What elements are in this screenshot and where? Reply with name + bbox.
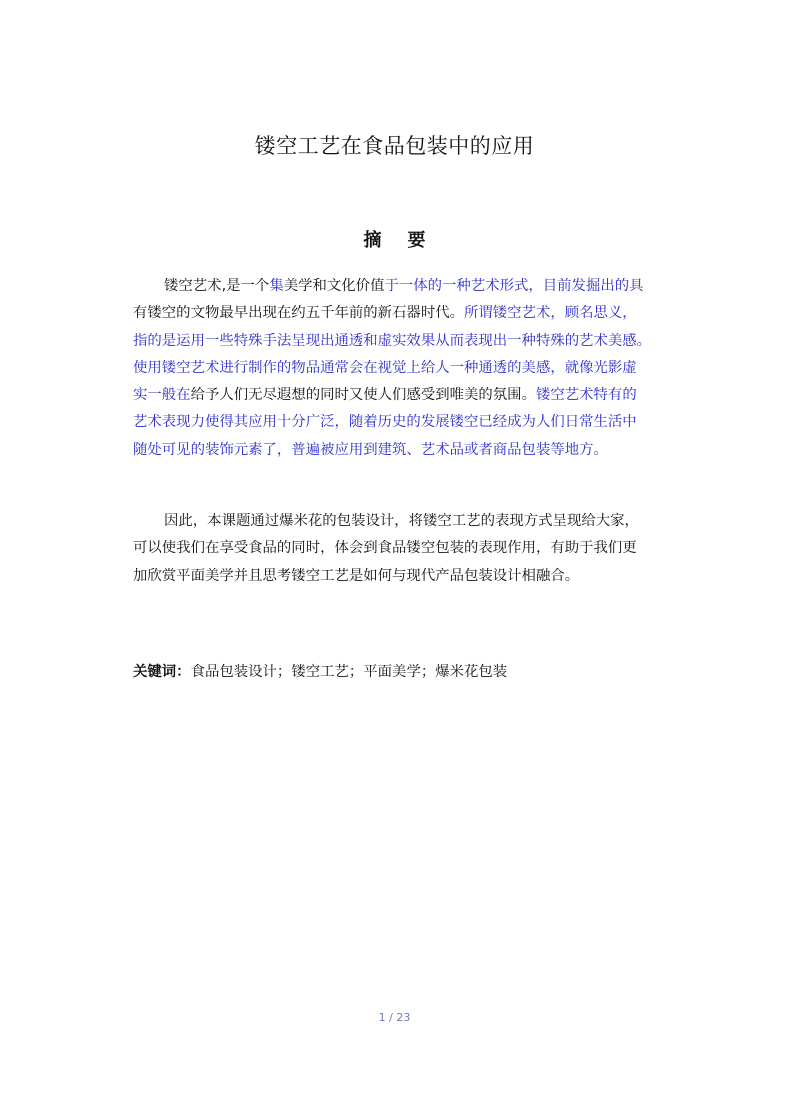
text-span: 给予人们无尽遐想的同时又使人们感受到唯美的氛围。 bbox=[190, 387, 536, 404]
abstract-paragraph-2 bbox=[133, 508, 698, 590]
keywords-line bbox=[133, 659, 507, 685]
abstract-heading-char-1: 摘 bbox=[363, 230, 382, 251]
highlighted-text-span: 艺术表现力使得其应用十分广泛，随着历史的发展镂空已经成为人们日常生活中 bbox=[133, 414, 637, 431]
text-span: 有镂空的文物最早出现在约五千年前的新石器时代。 bbox=[133, 305, 464, 322]
highlighted-text-span: 所谓镂空艺术，顾名思义， bbox=[464, 305, 637, 322]
highlighted-text-span: 集 bbox=[269, 278, 284, 294]
abstract-heading bbox=[0, 227, 789, 255]
highlighted-text-span: 随处可见的装饰元素了，普遍被应用到建筑、艺术品或者商品包装等地方。 bbox=[133, 441, 608, 458]
document-title: 镂空工艺在食品包装中的应用 bbox=[254, 134, 535, 158]
page-number: 1 / 23 bbox=[378, 1011, 411, 1024]
keywords-label: 关键词： bbox=[133, 664, 191, 680]
paragraph-line: 加欣赏平面美学并且思考镂空工艺是如何与现代产品包装设计相融合。 bbox=[133, 567, 580, 584]
text-span: 美学和文化价值 bbox=[283, 278, 385, 294]
highlighted-text-span: 指的是运用一些特殊手法呈现出通透和虚实效果从而表现出一种特殊的艺术美感。 bbox=[133, 332, 652, 349]
abstract-heading-char-2: 要 bbox=[407, 230, 426, 251]
paragraph-line bbox=[133, 328, 698, 355]
highlighted-text-span: 于一体的一种艺术形式，目前发掘出的具 bbox=[384, 278, 644, 294]
abstract-paragraph-1 bbox=[133, 273, 698, 464]
paragraph-line bbox=[133, 437, 698, 464]
paragraph-line: 可以使我们在享受食品的同时，体会到食品镂空包装的表现作用，有助于我们更 bbox=[133, 540, 637, 557]
highlighted-text-span: 使用镂空艺术进行制作的物品通常会在视觉上给人一种通透的美感，就像光影虚 bbox=[133, 359, 637, 376]
paragraph-line bbox=[133, 300, 698, 327]
text-span: 镂空艺术,是一个 bbox=[164, 278, 270, 294]
paragraph-line bbox=[133, 355, 698, 382]
paragraph-line bbox=[133, 409, 698, 436]
paragraph-line bbox=[133, 382, 698, 409]
keywords-text: 食品包装设计；镂空工艺；平面美学；爆米花包装 bbox=[190, 664, 508, 680]
paragraph-line bbox=[133, 273, 698, 300]
paragraph-line: 因此，本课题通过爆米花的包装设计，将镂空工艺的表现方式呈现给大家， bbox=[164, 513, 639, 529]
highlighted-text-span: 镂空艺术特有的 bbox=[535, 387, 637, 404]
highlighted-text-span: 实一般在 bbox=[133, 387, 191, 404]
